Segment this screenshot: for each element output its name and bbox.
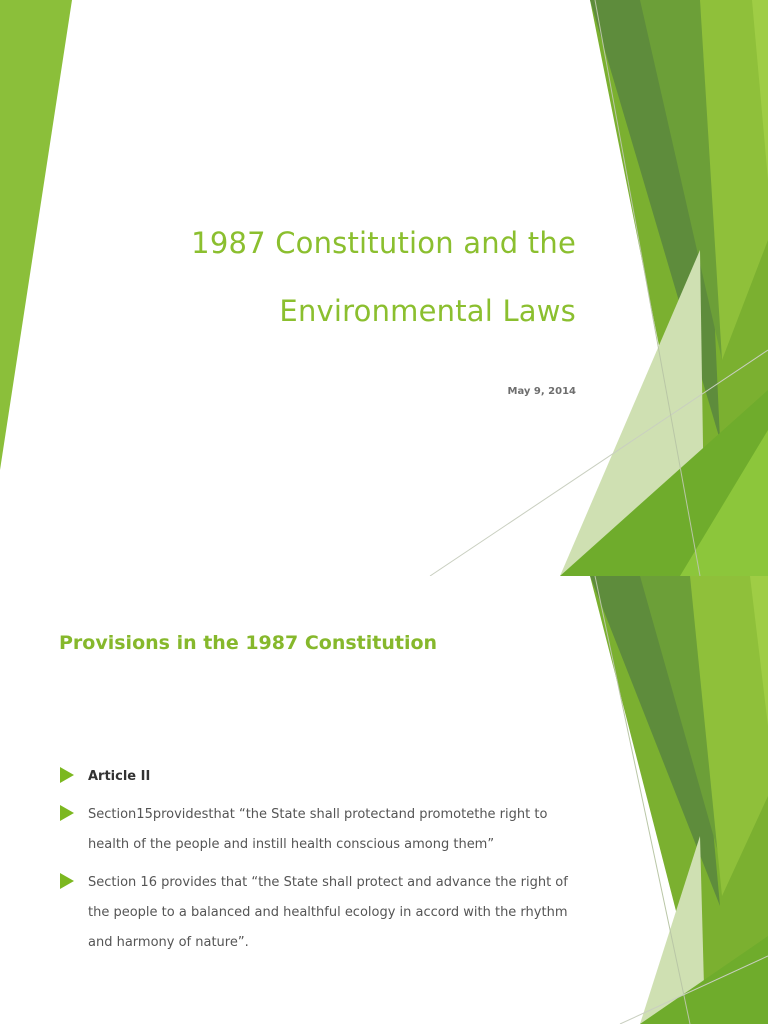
slide-heading: Provisions in the 1987 Constitution <box>59 632 438 654</box>
triangle-arrow-icon <box>60 767 74 783</box>
bullet-list <box>60 762 580 966</box>
content-slide <box>0 576 768 1024</box>
slide-title-line-2: Environmental Laws <box>279 294 576 328</box>
slide-title-line-1: 1987 Constitution and the <box>191 226 576 260</box>
triangle-arrow-icon <box>60 873 74 889</box>
list-item <box>60 800 580 860</box>
bullet-text: Article II <box>88 769 151 784</box>
triangle-arrow-icon <box>60 805 74 821</box>
presentation-date: May 9, 2014 <box>507 386 576 397</box>
bullet-text: Section 16 provides that “the State shall protect and advance the right of the people to a balanced and healthful ecology in accord with the rhythm and harmony of nature”. <box>88 875 568 950</box>
list-item <box>60 868 580 958</box>
bullet-text: Section15providesthat “the State shall protectand promotethe right to health of the people and instill health conscious among them” <box>88 807 548 852</box>
list-item <box>60 762 580 792</box>
